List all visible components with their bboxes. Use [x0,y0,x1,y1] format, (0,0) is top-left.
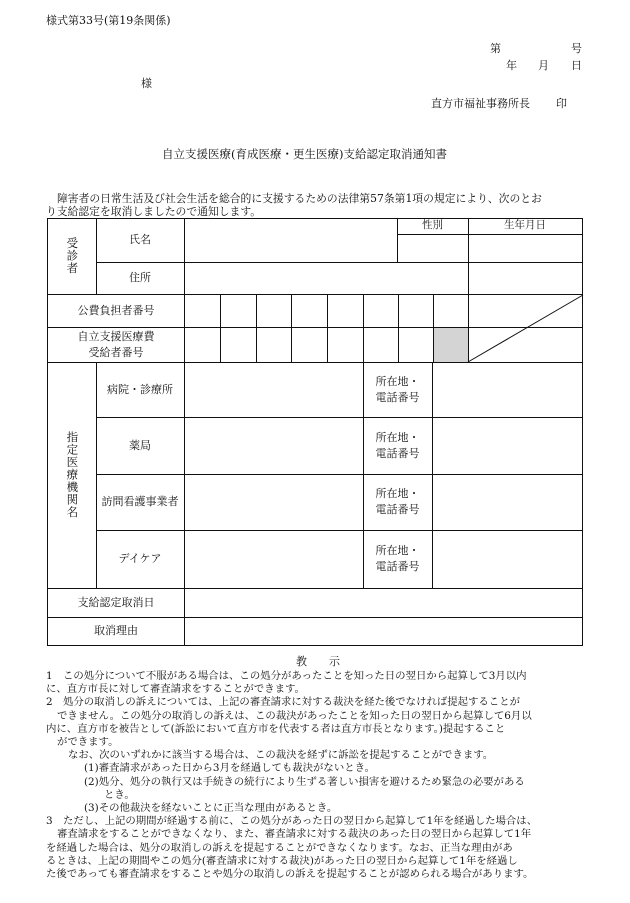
notice-line: できません。この処分の取消しの訴えは、この裁決があったことを知った日の翌日から起算して6月以 [57,709,532,722]
seal: 印 [556,97,567,110]
number-label: 第 [490,42,501,55]
public-number-label: 公費負担者番号 [77,303,155,317]
recipient-number-line2: 受給者番号 [88,345,144,359]
institution-nursing: 訪問看護事業者 [101,495,179,509]
notice-line: を経過した場合は、処分の取消しの訴えを提起することができなくなります。なお、正当な理由があ [46,841,513,854]
institution-label: 指定医療機関名 [65,431,80,519]
notice-line: (3)その他裁決を経ないことに正当な理由があるとき。 [84,802,338,815]
recipient-number-line1: 自立支援医療費 [77,329,155,343]
notice-line: なお、次のいずれかに該当する場合は、この裁決を経ずに訴訟を提起することができます。 [68,749,494,762]
notice-heading: 教 示 [296,655,340,668]
issuer: 直方市福祉事務所長 [431,97,530,110]
year-label: 年 [506,59,517,72]
notice-line: 審査請求をすることができなくなり、また、審査請求に対する裁決のあった日の翌日から起算して1年 [57,828,532,841]
shaded-digit-box [434,328,468,362]
location-label-hospital: 所在地・ 電話番号 [375,374,420,404]
notice-body [46,670,594,881]
notice-line: (1)審査請求があった日から3月を経過しても裁決がないとき。 [84,762,375,775]
day-label: 日 [571,59,582,72]
name-label: 氏名 [129,233,151,247]
notice-line: た後であっても審査請求をすることや処分の取消しの訴えを提起することが認められる場合があります。 [46,868,534,881]
notice-line: 内に、直方市を被告として(訴訟において直方市を代表する者は直方市長となります。)提起すること [46,722,506,735]
intro-line-1: 障害者の日常生活及び社会生活を総合的に支援するための法律第57条第1項の規定により、次のとお [57,192,542,205]
notice-line: (2)処分、処分の執行又は手続きの続行により生ずる著しい損害を避けるため緊急の必要がある [84,775,525,788]
birthdate-label: 生年月日 [504,219,546,232]
number-suffix: 号 [571,42,582,55]
location-label-daycare: 所在地・ 電話番号 [375,544,420,573]
address-label: 住所 [129,271,151,285]
cancel-reason-label: 取消理由 [94,624,138,638]
gender-label: 性別 [422,219,443,232]
notice-line: 2 処分の取消しの訴えについては、上記の審査請求に対する裁決を経た後でなければ提起することが [46,696,520,709]
cancel-date-label: 支給認定取消日 [77,595,155,609]
institution-daycare: デイケア [118,552,162,566]
recipient-label: 受診者 [65,237,80,275]
location-label-pharmacy: 所在地・ 電話番号 [375,430,420,460]
notice-line: 3 ただし、上記の期間が経過する前に、この処分があった日の翌日から起算して1年を経過した場合は、 [46,815,538,828]
addressee-suffix: 様 [141,77,152,90]
location-label-nursing: 所在地・ 電話番号 [375,487,420,516]
recipient-number-label [48,327,184,362]
page-title: 自立支援医療(育成医療・更生医療)支給認定取消通知書 [162,147,447,161]
notice-line: ができます。 [57,736,119,749]
notice-line: とき。 [104,788,135,801]
notice-line: るときは、上記の期間やこの処分(審査請求に対する裁決)があった日の翌日から起算して1年を経過し [46,854,518,867]
diagonal-strike [468,295,583,362]
notice-line: に、直方市長に対して審査請求をすることができます。 [46,683,305,696]
name-input[interactable] [185,219,397,262]
intro-line-2: り支給認定を取消しましたので通知します。 [46,205,262,218]
institution-hospital: 病院・診療所 [107,382,173,396]
institution-pharmacy: 薬局 [129,438,151,452]
notice-line: 1 この処分について不服がある場合は、この処分があったことを知った日の翌日から起算して3月以内 [46,670,527,682]
month-label: 月 [538,59,549,72]
form-number: 様式第33号(第19条関係) [46,14,171,27]
